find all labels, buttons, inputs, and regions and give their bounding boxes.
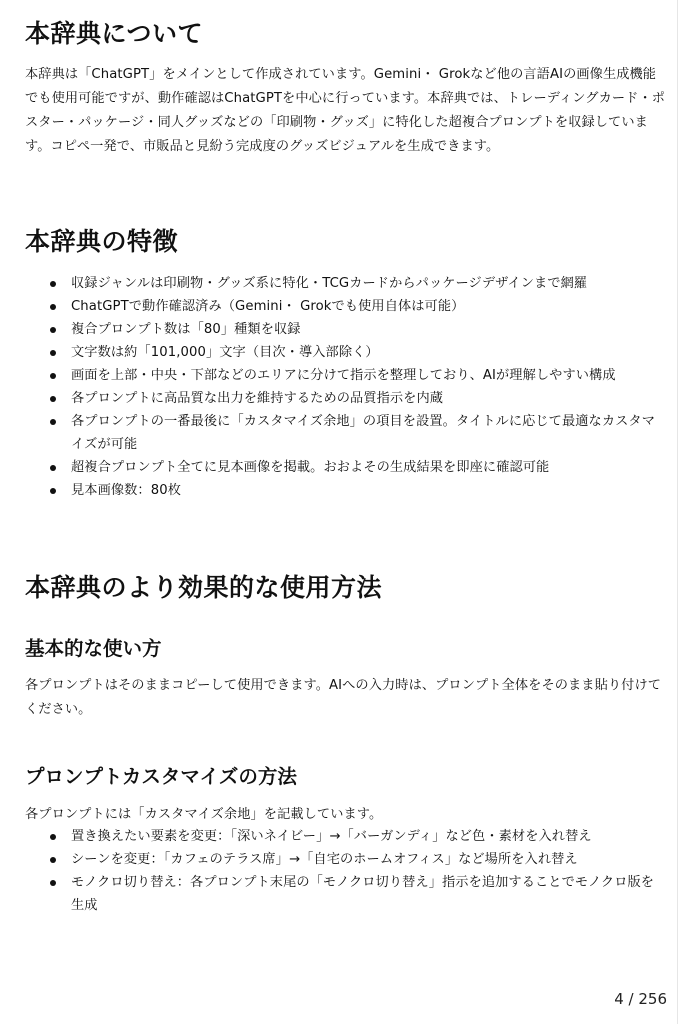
feature-item: 文字数は約「101,000」文字（目次・導入部除く） [25, 341, 665, 364]
customize-item: シーンを変更：「カフェのテラス席」→「自宅のホームオフィス」など場所を入れ替え [25, 848, 665, 871]
features-list [25, 272, 665, 502]
page-edge-divider [677, 0, 678, 1024]
feature-item: ChatGPTで動作確認済み（Gemini・ Grokでも使用自体は可能） [25, 295, 665, 318]
features-heading: 本辞典の特徴 [25, 227, 179, 256]
usage-heading: 本辞典のより効果的な使用方法 [25, 573, 383, 602]
page-indicator: 4 / 256 [614, 990, 667, 1008]
feature-item: 収録ジャンルは印刷物・グッズ系に特化・TCGカードからパッケージデザインまで網羅 [25, 272, 665, 295]
customize-list [25, 825, 665, 917]
feature-item: 複合プロンプト数は「80」種類を収録 [25, 318, 665, 341]
basic-usage-heading: 基本的な使い方 [25, 637, 162, 660]
feature-item: 見本画像数：80枚 [25, 479, 665, 502]
basic-usage-paragraph: 各プロンプトはそのままコピーして使用できます。AIへの入力時は、プロンプト全体をそのまま貼り付けてください。 [25, 678, 662, 717]
customize-item: 置き換えたい要素を変更：「深いネイビー」→「バーガンディ」など色・素材を入れ替え [25, 825, 665, 848]
about-paragraph: 本辞典は「ChatGPT」をメインとして作成されています。Gemini・ Grokなど他の言語AIの画像生成機能でも使用可能ですが、動作確認はChatGPTを中心に行っています。本辞典では、トレーディングカード・ポスター・パッケージ・同人グッズなどの「印刷物・グッズ」に特化した超複合プロンプトを収録しています。コピペ一発で、市販品と見紛う完成度のグッズビジュアルを生成できます。 [25, 67, 666, 154]
customize-intro: 各プロンプトには「カスタマイズ余地」を記載しています。 [25, 807, 383, 822]
feature-item: 各プロンプトに高品質な出力を維持するための品質指示を内蔵 [25, 387, 665, 410]
feature-item: 画面を上部・中央・下部などのエリアに分けて指示を整理しており、AIが理解しやすい構成 [25, 364, 665, 387]
feature-item: 超複合プロンプト全てに見本画像を掲載。おおよその生成結果を即座に確認可能 [25, 456, 665, 479]
feature-item: 各プロンプトの一番最後に「カスタマイズ余地」の項目を設置。タイトルに応じて最適なカスタマイズが可能 [25, 410, 665, 456]
customize-item: モノクロ切り替え：各プロンプト末尾の「モノクロ切り替え」指示を追加することでモノクロ版を生成 [25, 871, 665, 917]
about-heading: 本辞典について [25, 19, 204, 48]
customize-heading: プロンプトカスタマイズの方法 [25, 765, 297, 788]
